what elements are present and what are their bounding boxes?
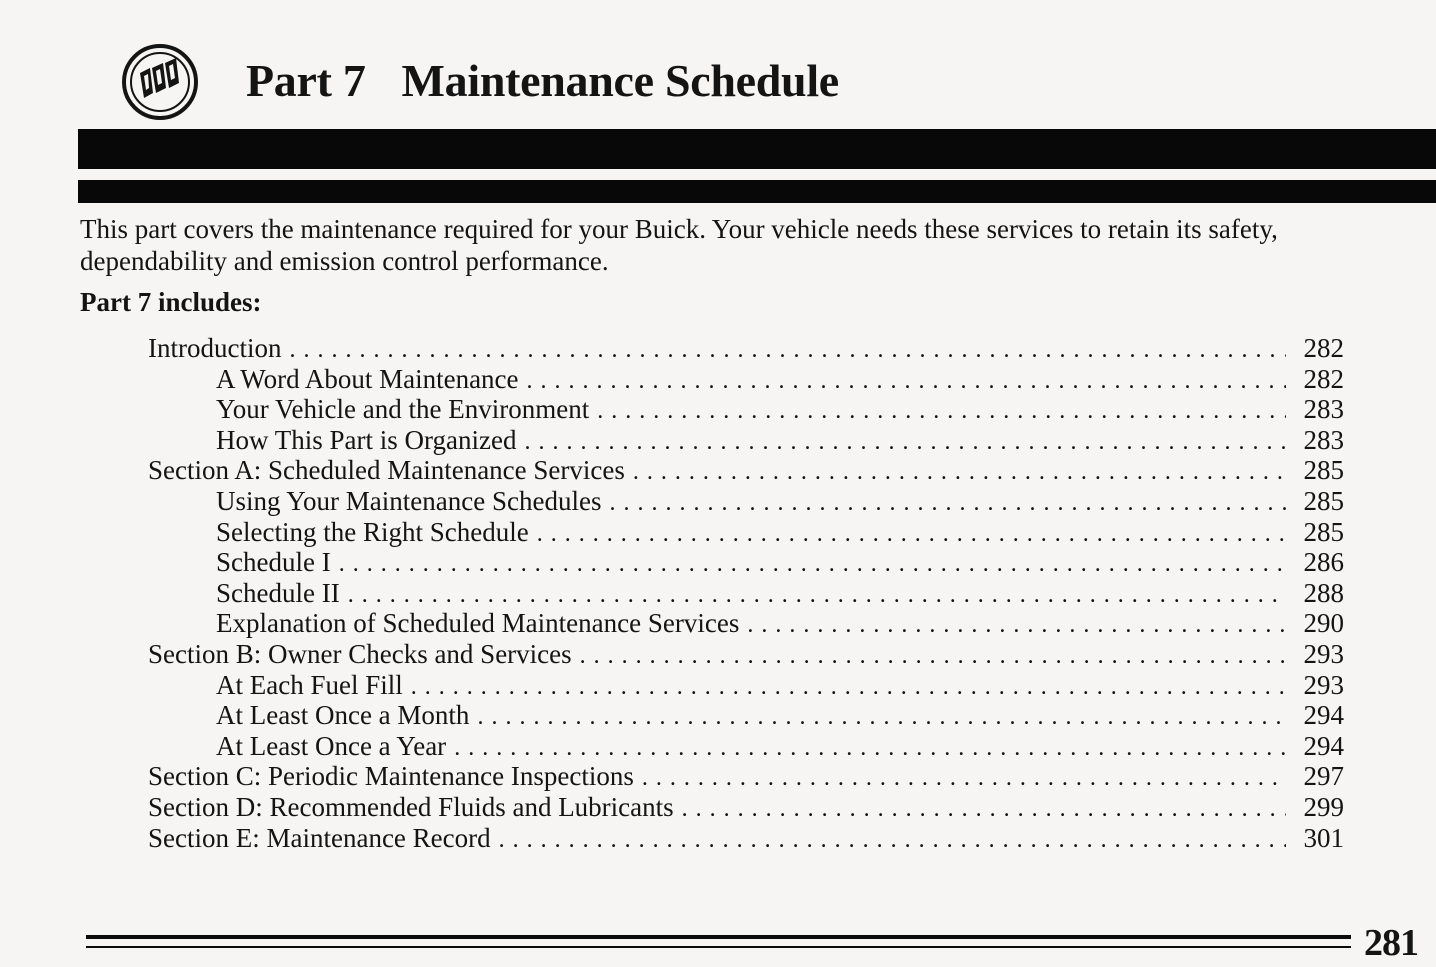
toc-entry-label: Your Vehicle and the Environment	[216, 394, 590, 425]
toc-entry	[148, 823, 1344, 854]
toc-dot-leader	[682, 792, 1286, 822]
toc-entry	[148, 792, 1344, 823]
toc-dot-leader	[609, 486, 1286, 516]
toc-entry-label: A Word About Maintenance	[216, 363, 519, 394]
intro-paragraph: This part covers the maintenance required for your Buick. Your vehicle needs these services to retain its safety, dependability and emission control performance.	[80, 214, 1278, 276]
part-title: Maintenance Schedule	[401, 55, 839, 106]
toc-entry-page: 283	[1303, 424, 1344, 455]
toc-dot-leader	[348, 578, 1286, 608]
toc-entry-label: How This Part is Organized	[216, 424, 517, 455]
toc-entry	[148, 700, 1344, 731]
toc-entry	[148, 731, 1344, 762]
toc-entry-label: Selecting the Right Schedule	[216, 516, 529, 547]
toc-entry	[148, 364, 1344, 395]
table-of-contents	[148, 333, 1344, 853]
toc-entry-page: 288	[1303, 577, 1344, 608]
toc-entry-page: 294	[1303, 700, 1344, 731]
toc-dot-leader	[477, 700, 1286, 730]
toc-entry	[148, 333, 1344, 364]
toc-entry	[148, 608, 1344, 639]
toc-entry-label: Using Your Maintenance Schedules	[216, 485, 602, 516]
toc-entry-page: 286	[1303, 547, 1344, 578]
toc-dot-leader	[633, 455, 1286, 485]
toc-entry-page: 293	[1303, 638, 1344, 669]
includes-heading: Part 7 includes:	[80, 287, 262, 317]
toc-entry	[148, 578, 1344, 609]
toc-entry	[148, 394, 1344, 425]
toc-entry-label: Schedule I	[216, 547, 331, 578]
toc-dot-leader	[527, 364, 1286, 394]
page-number: 281	[1364, 922, 1418, 964]
toc-entry-page: 293	[1303, 669, 1344, 700]
header-bar-top	[78, 129, 1436, 169]
part-label: Part 7	[246, 55, 366, 106]
toc-dot-leader	[339, 547, 1286, 577]
toc-entry-page: 301	[1303, 822, 1344, 853]
toc-entry-label: At Least Once a Year	[216, 730, 447, 761]
toc-dot-leader	[524, 425, 1286, 455]
toc-entry-label: At Each Fuel Fill	[216, 669, 403, 700]
toc-entry-page: 285	[1303, 485, 1344, 516]
toc-entry-label: Schedule II	[216, 577, 340, 608]
toc-entry-page: 283	[1303, 394, 1344, 425]
toc-dot-leader	[499, 823, 1286, 853]
toc-entry-page: 290	[1303, 608, 1344, 639]
toc-entry-label: Section E: Maintenance Record	[148, 822, 491, 853]
toc-entry-page: 282	[1303, 333, 1344, 363]
toc-entry	[148, 425, 1344, 456]
toc-entry	[148, 639, 1344, 670]
toc-dot-leader	[411, 670, 1286, 700]
buick-logo-icon	[121, 43, 199, 121]
toc-dot-leader	[289, 333, 1286, 363]
toc-entry-page: 299	[1303, 791, 1344, 822]
toc-entry-label: Section C: Periodic Maintenance Inspections	[148, 761, 634, 792]
toc-entry-label: Section A: Scheduled Maintenance Services	[148, 455, 625, 486]
toc-entry-page: 282	[1303, 363, 1344, 394]
toc-dot-leader	[642, 761, 1286, 791]
toc-entry-label: Explanation of Scheduled Maintenance Services	[216, 608, 740, 639]
toc-entry-label: Introduction	[148, 333, 282, 363]
toc-entry-label: At Least Once a Month	[216, 700, 470, 731]
toc-entry	[148, 761, 1344, 792]
toc-dot-leader	[537, 517, 1286, 547]
toc-dot-leader	[597, 394, 1286, 424]
toc-entry	[148, 670, 1344, 701]
toc-dot-leader	[747, 608, 1286, 638]
toc-entry-page: 285	[1303, 516, 1344, 547]
toc-entry-page: 294	[1303, 730, 1344, 761]
toc-entry-page: 285	[1303, 455, 1344, 486]
toc-entry-page: 297	[1303, 761, 1344, 792]
footer-rule-thin	[86, 946, 1351, 948]
toc-dot-leader	[454, 731, 1286, 761]
toc-entry-label: Section D: Recommended Fluids and Lubricants	[148, 791, 674, 822]
toc-dot-leader	[580, 639, 1286, 669]
toc-entry	[148, 455, 1344, 486]
toc-entry	[148, 517, 1344, 548]
toc-entry	[148, 486, 1344, 517]
toc-entry-label: Section B: Owner Checks and Services	[148, 638, 572, 669]
page-title	[246, 52, 839, 110]
footer-rule-thick	[86, 935, 1351, 939]
toc-entry	[148, 547, 1344, 578]
header-bar-bottom	[78, 180, 1436, 203]
footer-rule	[86, 930, 1351, 954]
